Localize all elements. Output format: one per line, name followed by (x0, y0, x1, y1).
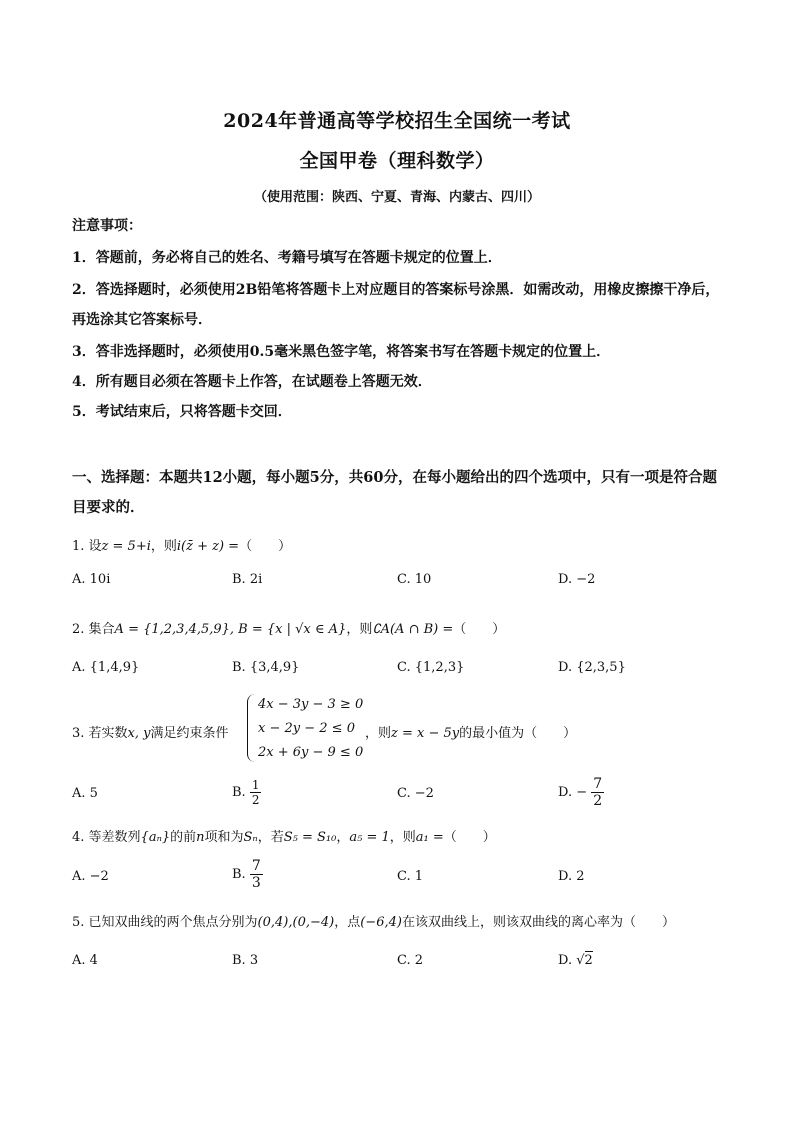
notice-item: 5．考试结束后，只将答题卡交回． (72, 404, 292, 420)
notice-item: 4．所有题目必须在答题卡上作答，在试题卷上答题无效． (72, 374, 432, 390)
question-2-option-d[interactable]: D. {2,3,5} (558, 660, 626, 675)
question-4-option-d[interactable]: D. 2 (558, 869, 585, 884)
constraint-1: 4x − 3y − 3 ≥ 0 (258, 697, 364, 712)
question-2-option-c[interactable]: C. {1,2,3} (397, 660, 465, 675)
fraction: $\frac{7}{2}$ (593, 776, 603, 809)
sqrt-icon: √ (576, 953, 585, 968)
math-expr: n (196, 830, 205, 845)
question-5-option-c[interactable]: C. 2 (397, 953, 424, 968)
math-expr: ∁A(A ∩ B) = (372, 622, 454, 637)
question-4-option-c[interactable]: C. 1 (397, 869, 424, 884)
fraction: $\frac{7}{3}$ (251, 858, 261, 891)
math-expr: (−6,4) (360, 915, 402, 930)
question-2-option-b[interactable]: B. {3,4,9} (232, 660, 300, 675)
notice-item: 3．答非选择题时，必须使用0.5毫米黑色签字笔，将答案书写在答题卡规定的位置上． (72, 344, 611, 360)
constraint-brace (247, 694, 256, 762)
fraction: $\frac{1}{2}$ (251, 778, 260, 807)
question-5-option-a[interactable]: A. 4 (72, 953, 98, 968)
notice-heading: 注意事项： (72, 218, 142, 234)
math-expr: a₅ = 1 (349, 830, 390, 845)
section-heading: 一、选择题：本题共12小题，每小题5分，共60分，在每小题给出的四个选项中，只有一项是符合题目要求的． (72, 469, 717, 516)
math-expr: A = {1,2,3,4,5,9}, B = {x | √x ∈ A} (114, 622, 347, 637)
question-4-option-b[interactable]: B. $\frac{7}{3}$ (232, 858, 261, 891)
math-expr: i(z̄ + z) = (176, 539, 240, 554)
math-expr: z = 5+i (101, 539, 151, 554)
math-expr: x, y (127, 726, 151, 741)
math-expr: S₅ = S₁₀ (283, 830, 337, 845)
question-2-option-a[interactable]: A. {1,4,9} (72, 660, 140, 675)
usage-scope: （使用范围：陕西、宁夏、青海、内蒙古、四川） (253, 190, 540, 205)
question-4-stem: 4. 等差数列{aₙ}的前n项和为Sₙ，若S₅ = S₁₀，a₅ = 1，则a₁ =（ ） (72, 830, 496, 845)
constraint-2: x − 2y − 2 ≤ 0 (258, 721, 355, 736)
question-1-stem: 1. 设z = 5+i，则i(z̄ + z) =（ ） (72, 539, 292, 554)
question-3-option-d[interactable]: D. − $\frac{7}{2}$ (558, 776, 603, 809)
constraint-3: 2x + 6y − 9 ≤ 0 (258, 745, 364, 760)
exam-title: 2024年普通高等学校招生全国统一考试 (223, 110, 571, 132)
question-3-option-a[interactable]: A. 5 (72, 786, 98, 801)
question-4-option-a[interactable]: A. −2 (72, 869, 109, 884)
question-2-stem: 2. 集合A = {1,2,3,4,5,9}, B = {x | √x ∈ A}，则∁A(A ∩ B) =（ ） (72, 622, 506, 637)
question-5-option-b[interactable]: B. 3 (232, 953, 259, 968)
math-expr: a₁ = (415, 830, 444, 845)
exam-subtitle: 全国甲卷（理科数学） (299, 150, 495, 172)
math-expr: Sₙ (243, 830, 258, 845)
math-expr: {aₙ} (140, 830, 171, 845)
notice-item: 2．答选择题时，必须使用2B铅笔将答题卡上对应题目的答案标号涂黑．如需改动，用橡皮擦擦干净后，再选涂其它答案标号． (72, 282, 720, 328)
question-1-option-b[interactable]: B. 2i (232, 572, 263, 587)
notice-item: 1．答题前，务必将自己的姓名、考籍号填写在答题卡规定的位置上． (72, 250, 502, 266)
question-1-option-c[interactable]: C. 10 (397, 572, 432, 587)
question-1-option-d[interactable]: D. −2 (558, 572, 596, 587)
question-5-stem: 5. 已知双曲线的两个焦点分别为(0,4),(0,−4)，点(−6,4)在该双曲线上，则该双曲线的离心率为（ ） (72, 915, 675, 930)
question-3-stem: 3. 若实数x, y满足约束条件 (72, 726, 229, 741)
question-1-option-a[interactable]: A. 10i (72, 572, 111, 587)
question-3-option-c[interactable]: C. −2 (397, 786, 434, 801)
question-3-option-b[interactable]: B. $\frac{1}{2}$ (232, 778, 260, 807)
question-5-option-d[interactable]: D. √2 (558, 953, 593, 968)
math-expr: z = x − 5y (391, 726, 460, 741)
math-expr: (0,4),(0,−4) (257, 915, 335, 930)
question-3-stem-tail: ，则z = x − 5y的最小值为（ ） (365, 726, 577, 741)
